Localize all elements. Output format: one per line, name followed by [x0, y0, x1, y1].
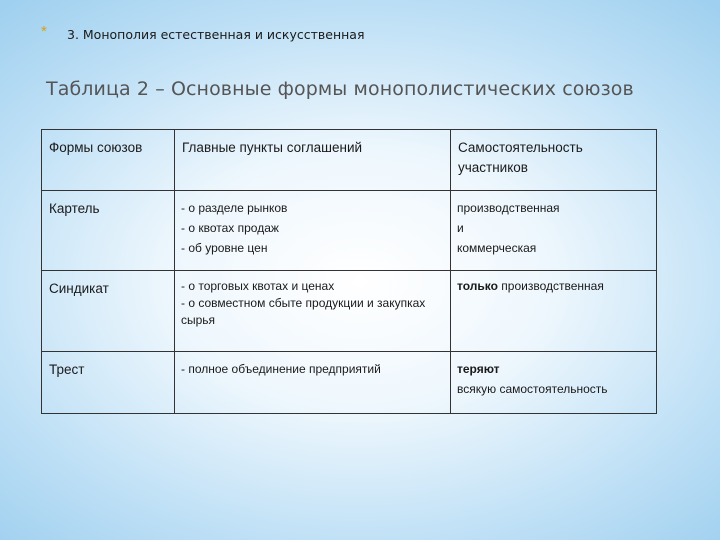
header-cell: Главные пункты соглашений	[175, 130, 451, 191]
slide-header: 3. Монополия естественная и искусственная	[67, 27, 365, 42]
form-cell: Синдикат	[42, 271, 175, 352]
points-cell: - о разделе рынков - о квотах продаж - об уровне цен	[175, 191, 451, 271]
table-title: Таблица 2 – Основные формы монополистических союзов	[46, 78, 634, 100]
header-cell: Формы союзов	[42, 130, 175, 191]
form-cell: Трест	[42, 352, 175, 414]
header-cell: Самостоятельность участников	[451, 130, 657, 191]
autonomy-cell: теряют всякую самостоятельность	[451, 352, 657, 414]
form-cell: Картель	[42, 191, 175, 271]
table-row	[42, 352, 657, 414]
table-row	[42, 271, 657, 352]
table-row	[42, 191, 657, 271]
table-header-row	[42, 130, 657, 191]
autonomy-cell: производственная и коммерческая	[451, 191, 657, 271]
emphasis-text: только	[457, 279, 498, 293]
emphasis-text: теряют	[457, 362, 500, 376]
union-forms-table	[41, 129, 657, 414]
points-cell: - о торговых квотах и ценах - о совместном сбыте продукции и закупках сырья	[175, 271, 451, 352]
autonomy-cell: только производственная	[451, 271, 657, 352]
bullet-icon: *	[41, 23, 47, 40]
points-cell: - полное объединение предприятий	[175, 352, 451, 414]
